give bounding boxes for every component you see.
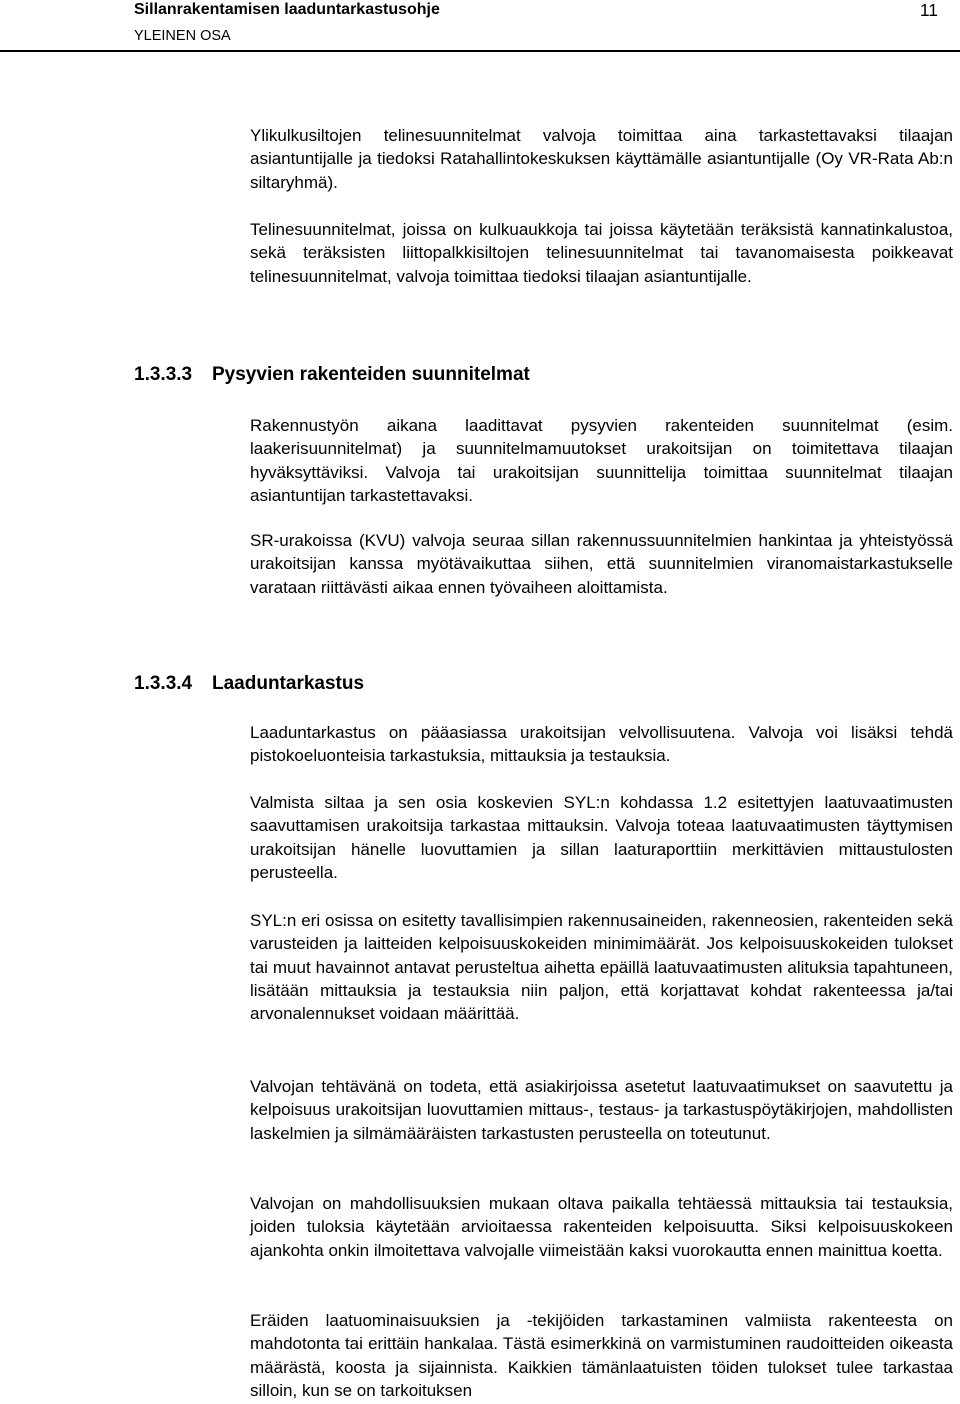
paragraph-permanent-structure-plans: Rakennustyön aikana laadittavat pysyvien rakenteiden suunnitelmat (esim. laakerisuunnitelmat) ja suunnitelmamuutokset urakoitsijan on toimitettava tilaajan hyväksyttäviksi. Valvoja tai urakoitsijan suunnittelija toimittaa suunnitelmat tilaajan asiantuntijan tarkastettavaksi. (250, 416, 953, 505)
document-title: Sillanrakentamisen laaduntarkastusohje (134, 1, 440, 18)
section-title: Pysyvien rakenteiden suunnitelmat (212, 364, 530, 385)
paragraph-quality-requirements: Valmista siltaa ja sen osia koskevien SYL:n kohdassa 1.2 esitettyjen laatuvaatimusten saavuttamisen urakoitsija tarkastaa mittauksin. Valvoja toteaa laatuvaatimusten täyttymisen urakoitsijan hänelle luovuttamien ja sillan laaturaporttiin merkittävien mittaustulosten perusteella. (250, 793, 953, 882)
page-header (0, 0, 960, 52)
paragraph-scaffold-plans-overpass: Ylikulkusiltojen telinesuunnitelmat valvoja toimittaa aina tarkastettavaksi tilaajan asiantuntijalle ja tiedoksi Ratahallintokeskuksen käyttämälle asiantuntijalle (Oy VR-Rata Ab:n siltaryhmä). (250, 126, 953, 192)
section-number: 1.3.3.3 (134, 364, 193, 385)
paragraph-sr-contracts: SR-urakoissa (KVU) valvoja seuraa sillan rakennussuunnitelmien hankintaa ja yhteistyössä urakoitsijan kanssa myötävaikuttaa siihen, että suunnitelmien viranomaistarkastukselle varataan riittävästi aikaa ennen työvaiheen aloittamista. (250, 531, 953, 597)
paragraph-inspection-difficulty: Eräiden laatuominaisuuksien ja -tekijöiden tarkastaminen valmiista rakenteesta on mahdotonta tai erittäin hankalaa. Tästä esimerkkinä on varmistuminen raudoitteiden oikeasta määrästä, koosta ja sijainnista. Kaikkien tämänlaatuisten töiden tulokset tulee tarkastaa silloin, kun se on tarkoituksen (250, 1311, 953, 1400)
paragraph-supervisor-duties: Valvojan tehtävänä on todeta, että asiakirjoissa asetetut laatuvaatimukset on saavutettu ja kelpoisuus urakoitsijan luovuttamien mittaus-, testaus- ja tarkastuspöytäkirjojen, mahdollisten laskelmien ja silmämääräisten tarkastusten perusteella on toteutunut. (250, 1077, 953, 1143)
section-number: 1.3.3.4 (134, 673, 193, 694)
section-title: Laaduntarkastus (212, 673, 365, 694)
section-heading-permanent-structures (134, 363, 530, 387)
document-classification: YLEINEN OSA (134, 28, 231, 44)
section-heading-quality-inspection (134, 672, 364, 696)
paragraph-suitability-tests: SYL:n eri osissa on esitetty tavallisimpien rakennusaineiden, rakenneosien, rakenteiden sekä varusteiden ja laitteiden kelpoisuuskokeiden minimimäärät. Jos kelpoisuuskokeiden tulokset tai muut havainnot antavat perusteltua aihetta epäillä laatuvaatimusten alituksia tapahtuneen, lisätään mittauksia ja testauksia niin paljon, että korjattavat kohdat rakenteessa ja/tai arvonalennukset voidaan määrittää. (250, 911, 953, 1023)
paragraph-scaffold-plans-steel: Telinesuunnitelmat, joissa on kulkuaukkoja tai joissa käytetään teräksistä kannatinkalustoa, sekä teräksisten liittopalkkisiltojen telinesuunnitelmat tai tavanomaisesta poikkeavat telinesuunnitelmat, valvoja toimittaa tiedoksi tilaajan asiantuntijalle. (250, 220, 953, 286)
paragraph-supervisor-presence: Valvojan on mahdollisuuksien mukaan oltava paikalla tehtäessä mittauksia tai testauksia, joiden tuloksia käytetään arvioitaessa rakenteiden kelpoisuutta. Siksi kelpoisuuskokeen ajankohta onkin ilmoitettava valvojalle viimeistään kaksi vuorokautta ennen mainittua koetta. (250, 1194, 953, 1260)
page-number: 11 (919, 0, 938, 20)
paragraph-quality-inspection-duty: Laaduntarkastus on pääasiassa urakoitsijan velvollisuutena. Valvoja voi lisäksi tehdä pistokoeluonteisia tarkastuksia, mittauksia ja testauksia. (250, 723, 953, 766)
